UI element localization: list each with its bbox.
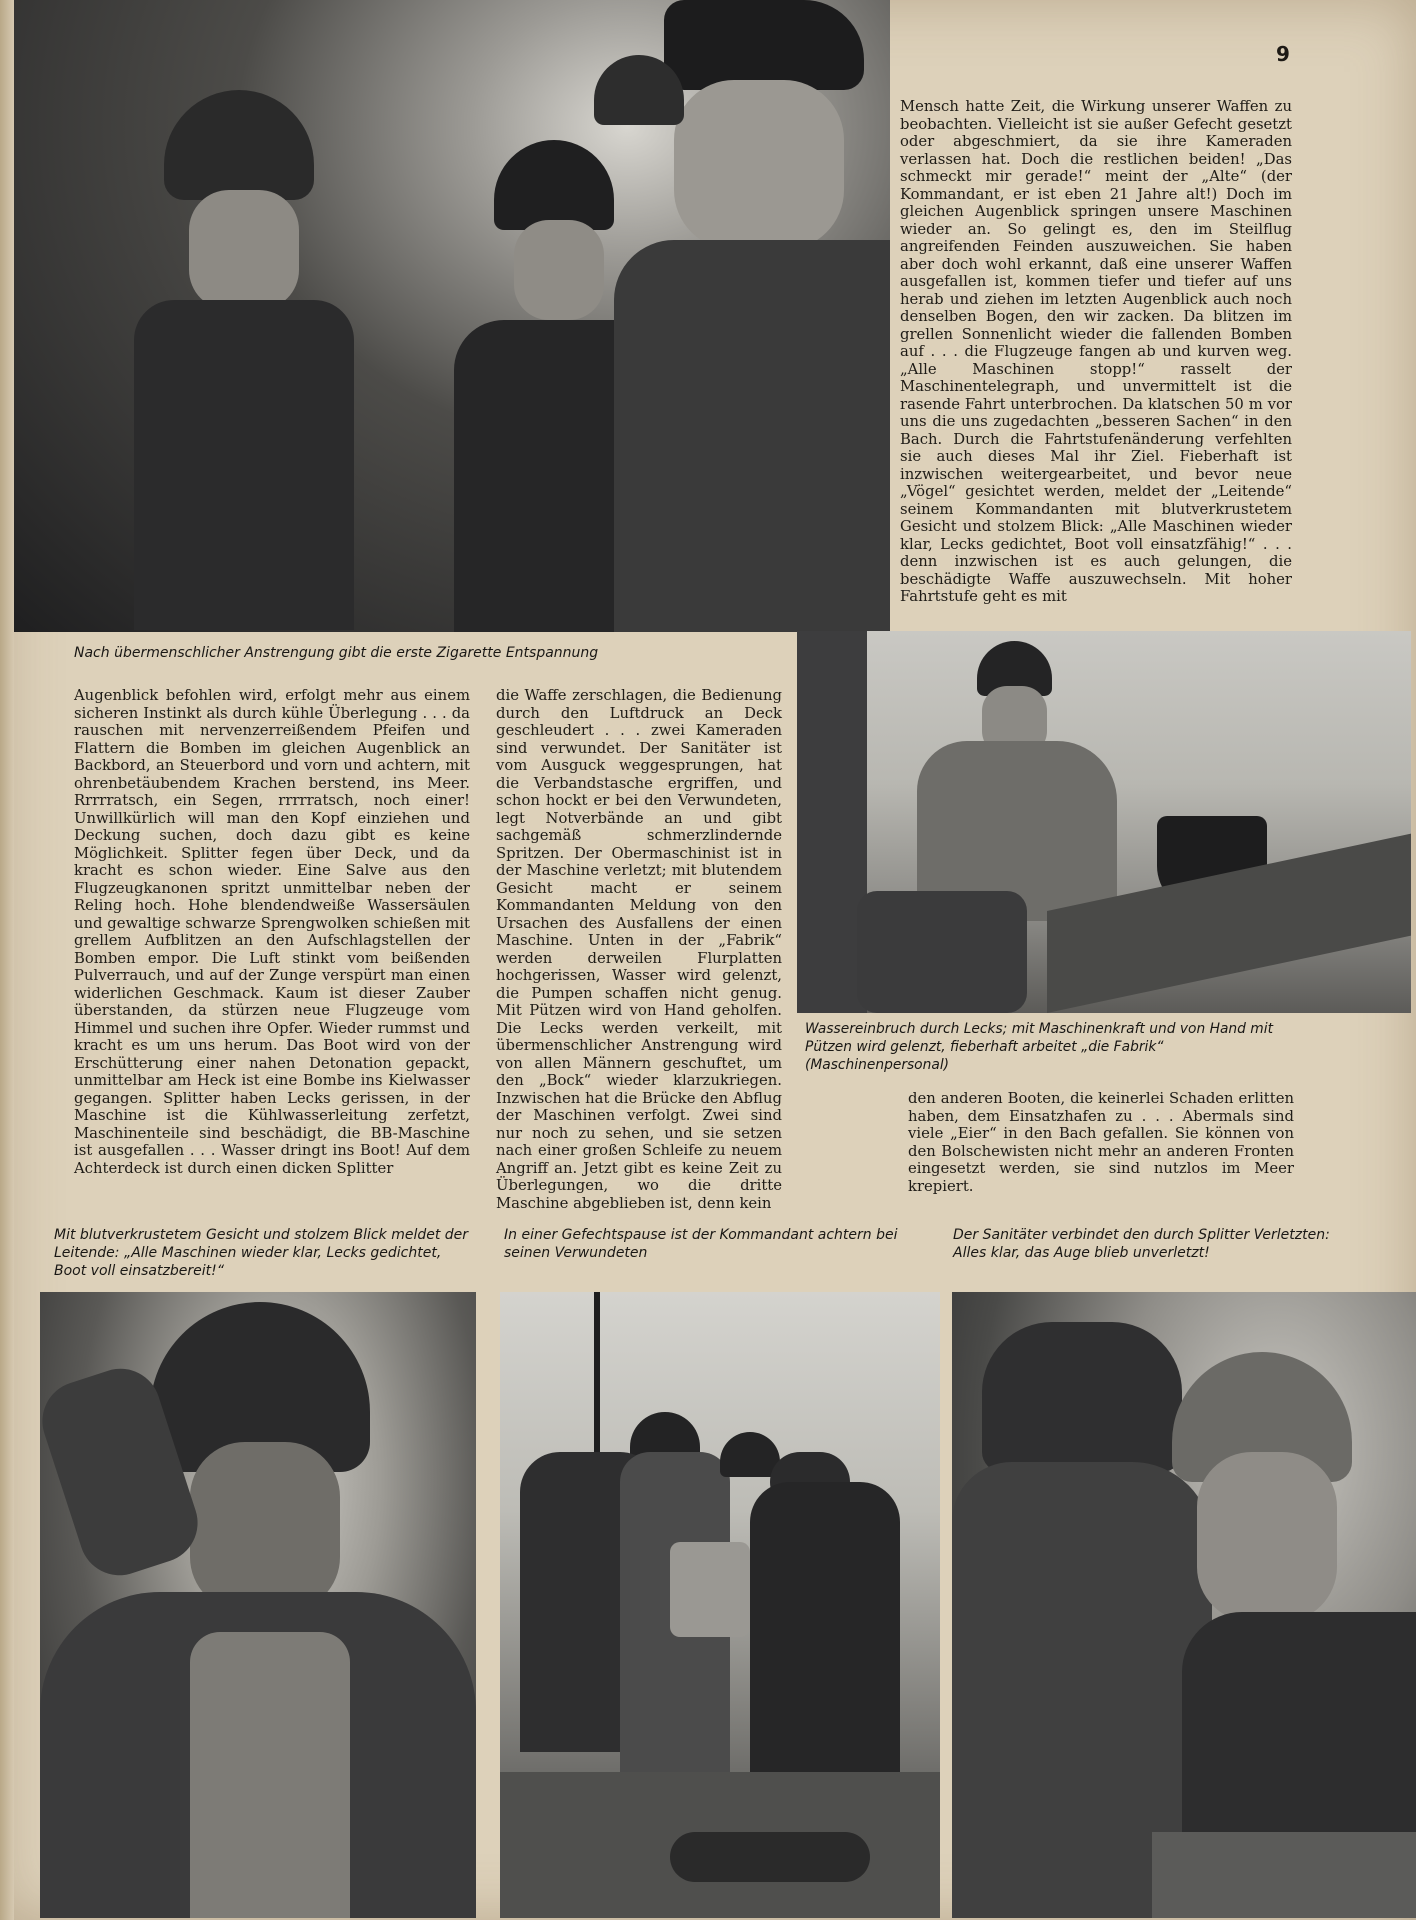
article-column-mid-center: die Waffe zerschlagen, die Bedienung durch den Luftdruck an Deck geschleudert . . . zwei Kameraden sind verwundet. Der Sanitäter ist vom Ausguck weggesprungen, hat die Verbandstasche ergriffen, und schon hockt er bei den Verwundeten, legt Notverbände an und gibt sachgemäß schmerzlindernde Spritzen. Der Obermaschinist ist in der Maschine verletzt; mit blutendem Gesicht macht er seinem Kommandanten Meldung von den Ursachen des Ausfallens der einen Maschine. Unten in der „Fabrik“ werden derweilen Flurplatten hochgerissen, Wasser wird gelenzt, die Pumpen schaffen nicht genug. Mit Pützen wird von Hand geholfen. Die Lecks werden verkeilt, mit übermenschlicher Anstrengung wird von allen Männern geschuftet, um den „Bock“ wieder klarzukriegen. Inzwischen hat die Brücke den Abflug der Maschinen verfolgt. Zwei sind nur noch zu sehen, und sie setzen nach einer großen Schleife zu neuem Angriff an. Jetzt gibt es keine Zeit zu Überlegungen, wo die dritte Maschine abgeblieben ist, denn kein xyxy=(496,687,782,1212)
article-column-mid-right: den anderen Booten, die keinerlei Schaden erlitten haben, dem Einsatzhafen zu . . . Abermals sind viele „Eier“ in den Bach gefallen. Sie können von den Bolschewisten nicht mehr an anderen Fronten eingesetzt werden, sie sind nutzlos im Meer krepiert. xyxy=(908,1090,1294,1195)
page-binding-edge xyxy=(0,0,14,1920)
caption-bucket-photo: Wassereinbruch durch Lecks; mit Maschinenkraft und von Hand mit Pützen wird gelenzt, fieberhaft arbeitet „die Fabrik“ (Maschinenpersonal) xyxy=(805,1021,1273,1073)
caption-bottom-right: Der Sanitäter verbindet den durch Splitter Verletzten: Alles klar, das Auge blieb unverletzt! xyxy=(953,1227,1330,1261)
page-number: 9 xyxy=(1276,42,1290,66)
caption-bottom-left: Mit blutverkrustetem Gesicht und stolzem Blick meldet der Leitende: „Alle Maschinen wieder klar, Lecks gedichtet, Boot voll einsatzbereit!“ xyxy=(54,1227,469,1279)
article-column-top-right: Mensch hatte Zeit, die Wirkung unserer Waffen zu beobachten. Vielleicht ist sie außer Gefecht gesetzt oder abgeschmiert, da sie ihre Kameraden verlassen hat. Doch die restlichen beiden! „Das schmeckt mir gerade!“ meint der „Alte“ (der Kommandant, er ist eben 21 Jahre alt!) Doch im gleichen Augenblick springen unsere Maschinen wieder an. So gelingt es, den im Steilflug angreifenden Feinden auszuweichen. Sie haben aber doch wohl erkannt, daß eine unserer Waffen ausgefallen ist, kommen tiefer und tiefer auf uns herab und ziehen im letzten Augenblick auch noch denselben Bogen, den wir zacken. Da blitzen im grellen Sonnenlicht wieder die fallenden Bomben auf . . . die Flugzeuge fangen ab und kurven weg. „Alle Maschinen stopp!“ rasselt der Maschinentelegraph, und unvermittelt ist die rasende Fahrt unterbrochen. Da klatschen 50 m vor uns die uns zugedachten „besseren Sachen“ in den Bach. Durch die Fahrtstufenänderung verfehlten sie auch dieses Mal ihr Ziel. Fieberhaft ist inzwischen weitergearbeitet, und bevor neue „Vögel“ gesichtet werden, meldet der „Leitende“ seinem Kommandanten mit blutverkrustetem Gesicht und stolzem Blick: „Alle Maschinen wieder klar, Lecks gedichtet, Boot voll einsatzfähig!“ . . . denn inzwischen ist es auch gelungen, die beschädigte Waffe auszuwechseln. Mit hoher Fahrtstufe geht es mit xyxy=(900,98,1292,605)
photo-sailor-with-bucket xyxy=(797,631,1411,1013)
photo-commander-with-wounded xyxy=(500,1292,940,1918)
photo-saluting-officer xyxy=(40,1292,476,1918)
article-column-mid-left: Augenblick befohlen wird, erfolgt mehr aus einem sicheren Instinkt als durch kühle Überlegung . . . da rauschen mit nervenzerreißendem Pfeifen und Flattern die Bomben im gleichen Augenblick an Backbord, an Steuerbord und vorn und achtern, mit ohrenbetäubendem Krachen berstend, ins Meer. Rrrrratsch, ein Segen, rrrrratsch, noch einer! Unwillkürlich will man den Kopf einziehen und Deckung suchen, doch dazu gibt es keine Möglichkeit. Splitter fegen über Deck, und da kracht es schon wieder. Eine Salve aus den Flugzeugkanonen spritzt unmittelbar neben der Reling hoch. Hohe blendendweiße Wassersäulen und gewaltige schwarze Sprengwolken schießen mit grellem Aufblitzen an den Aufschlagstellen der Bomben empor. Die Luft stinkt vom beißenden Pulverrauch, und auf der Zunge verspürt man einen widerlichen Geschmack. Kaum ist dieser Zauber überstanden, da stürzen neue Flugzeuge vom Himmel und suchen ihre Opfer. Wieder rummst und kracht es um uns herum. Das Boot wird von der Erschütterung einer nahen Detonation gepackt, unmittelbar am Heck ist eine Bombe ins Kielwasser gegangen. Splitter haben Lecks gerissen, in der Maschine ist die Kühlwasserleitung zerfetzt, Maschinenteile sind beschädigt, die BB-Maschine ist ausgefallen . . . Wasser dringt ins Boot! Auf dem Achterdeck ist durch einen dicken Splitter xyxy=(74,687,470,1177)
photo-sailors-smoking xyxy=(14,0,890,632)
caption-top-photo: Nach übermenschlicher Anstrengung gibt die erste Zigarette Entspannung xyxy=(74,645,599,661)
photo-medic-bandaging xyxy=(952,1292,1416,1918)
caption-bottom-center: In einer Gefechtspause ist der Kommandant achtern bei seinen Verwundeten xyxy=(504,1227,898,1261)
